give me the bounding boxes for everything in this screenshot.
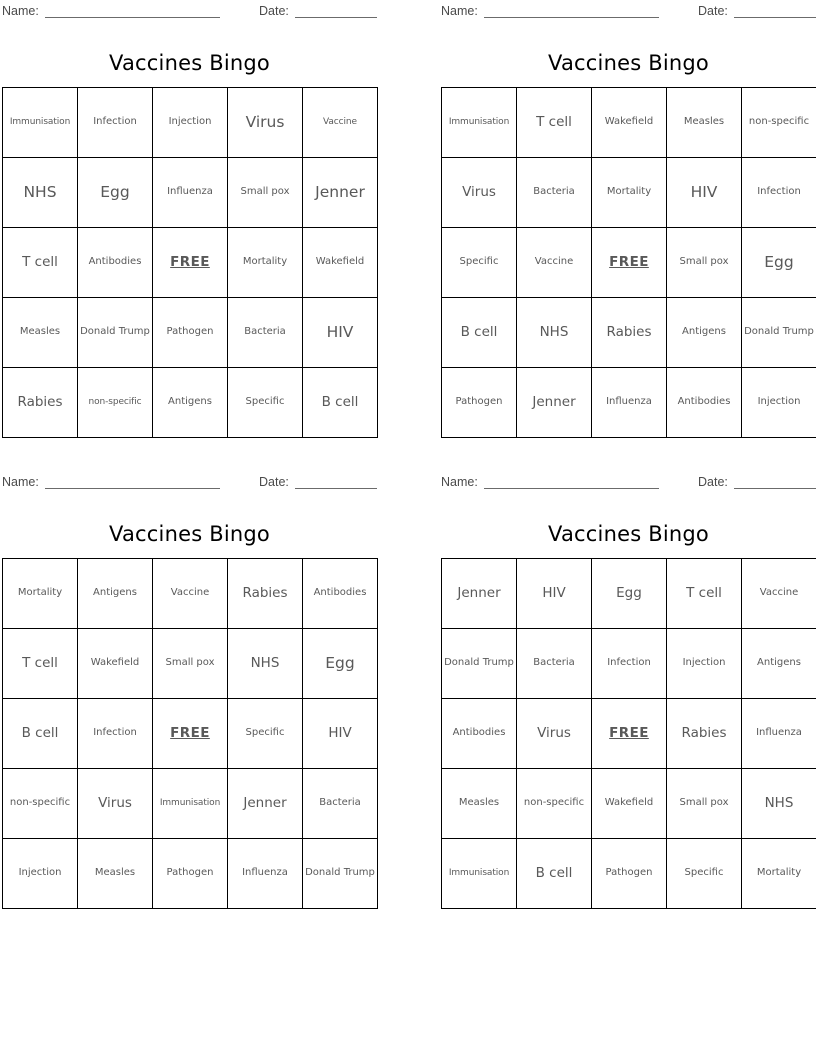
name-write-in-line[interactable] xyxy=(484,17,659,18)
bingo-row xyxy=(3,559,378,629)
bingo-cell[interactable]: T cell xyxy=(3,228,78,298)
bingo-row xyxy=(3,699,378,769)
bingo-cell[interactable]: Vaccine xyxy=(517,228,592,298)
bingo-cell[interactable]: Measles xyxy=(667,88,742,158)
name-date-header xyxy=(441,0,816,24)
bingo-cell[interactable]: Jenner xyxy=(442,559,517,629)
card-title: Vaccines Bingo xyxy=(109,522,270,546)
date-label: Date: xyxy=(259,475,289,489)
bingo-cell[interactable]: Egg xyxy=(78,158,153,228)
bingo-cell[interactable]: Injection xyxy=(667,629,742,699)
bingo-row xyxy=(3,629,378,699)
bingo-row xyxy=(3,769,378,839)
bingo-cell[interactable]: Wakefield xyxy=(592,769,667,839)
bingo-cell[interactable]: Mortality xyxy=(228,228,303,298)
bingo-cell[interactable]: Small pox xyxy=(667,228,742,298)
bingo-grid xyxy=(441,558,816,909)
bingo-row xyxy=(3,158,378,228)
bingo-cell[interactable]: Specific xyxy=(442,228,517,298)
bingo-cell[interactable]: Donald Trump xyxy=(742,298,816,368)
bingo-cell[interactable]: NHS xyxy=(517,298,592,368)
card-title: Vaccines Bingo xyxy=(548,522,709,546)
bingo-row xyxy=(3,368,378,438)
name-date-header xyxy=(441,471,816,495)
bingo-cell[interactable]: Jenner xyxy=(517,368,592,438)
free-space-cell[interactable]: FREE xyxy=(153,228,228,298)
bingo-cell[interactable]: Vaccine xyxy=(153,559,228,629)
bingo-row xyxy=(442,158,816,228)
bingo-cell[interactable]: NHS xyxy=(228,629,303,699)
bingo-cell[interactable]: Mortality xyxy=(3,559,78,629)
bingo-cell[interactable]: non-specific xyxy=(742,88,816,158)
bingo-cell[interactable]: Influenza xyxy=(153,158,228,228)
bingo-cell[interactable]: B cell xyxy=(442,298,517,368)
bingo-card xyxy=(2,471,377,909)
bingo-cell[interactable]: Mortality xyxy=(742,839,816,909)
bingo-cell[interactable]: Wakefield xyxy=(592,88,667,158)
bingo-cell[interactable]: Infection xyxy=(78,88,153,158)
bingo-cell[interactable]: Injection xyxy=(153,88,228,158)
bingo-cell[interactable]: Pathogen xyxy=(442,368,517,438)
name-write-in-line[interactable] xyxy=(45,488,220,489)
name-date-header xyxy=(2,471,377,495)
name-date-header xyxy=(2,0,377,24)
bingo-cell[interactable]: Rabies xyxy=(667,699,742,769)
bingo-row xyxy=(3,88,378,158)
bingo-cell[interactable]: Rabies xyxy=(3,368,78,438)
bingo-cell[interactable]: non-specific xyxy=(78,368,153,438)
bingo-cell[interactable]: Antibodies xyxy=(303,559,378,629)
bingo-cell[interactable]: Virus xyxy=(228,88,303,158)
bingo-row xyxy=(442,559,816,629)
bingo-cell[interactable]: Injection xyxy=(742,368,816,438)
bingo-cell[interactable]: HIV xyxy=(303,298,378,368)
bingo-cell[interactable]: Immunisation xyxy=(3,88,78,158)
bingo-card xyxy=(441,471,816,909)
bingo-cell[interactable]: Virus xyxy=(442,158,517,228)
bingo-row xyxy=(442,629,816,699)
bingo-cell[interactable]: Donald Trump xyxy=(303,839,378,909)
free-space-cell[interactable]: FREE xyxy=(592,228,667,298)
bingo-cell[interactable]: non-specific xyxy=(3,769,78,839)
bingo-row xyxy=(442,839,816,909)
bingo-cell[interactable]: Bacteria xyxy=(228,298,303,368)
bingo-row xyxy=(442,228,816,298)
bingo-cell[interactable]: Small pox xyxy=(667,769,742,839)
bingo-cell[interactable]: Immunisation xyxy=(442,839,517,909)
bingo-cell[interactable]: Rabies xyxy=(228,559,303,629)
bingo-row xyxy=(442,368,816,438)
bingo-cell[interactable]: Mortality xyxy=(592,158,667,228)
bingo-grid xyxy=(2,558,378,909)
bingo-cell[interactable]: Antibodies xyxy=(78,228,153,298)
bingo-cell[interactable]: HIV xyxy=(517,559,592,629)
bingo-cell[interactable]: Specific xyxy=(228,699,303,769)
bingo-cell[interactable]: NHS xyxy=(742,769,816,839)
bingo-cell[interactable]: Specific xyxy=(667,839,742,909)
bingo-cell[interactable]: Jenner xyxy=(228,769,303,839)
card-title: Vaccines Bingo xyxy=(548,51,709,75)
bingo-cell[interactable]: B cell xyxy=(517,839,592,909)
name-write-in-line[interactable] xyxy=(45,17,220,18)
bingo-grid xyxy=(441,87,816,438)
bingo-cell[interactable]: Bacteria xyxy=(517,629,592,699)
name-write-in-line[interactable] xyxy=(484,488,659,489)
name-label: Name: xyxy=(441,475,478,489)
date-write-in-line[interactable] xyxy=(734,17,816,18)
bingo-row xyxy=(442,298,816,368)
bingo-row xyxy=(442,769,816,839)
bingo-cell[interactable]: Influenza xyxy=(592,368,667,438)
bingo-cell[interactable]: Measles xyxy=(78,839,153,909)
bingo-cell[interactable]: Antigens xyxy=(742,629,816,699)
name-label: Name: xyxy=(2,475,39,489)
bingo-cell[interactable]: Antibodies xyxy=(667,368,742,438)
bingo-cell[interactable]: T cell xyxy=(667,559,742,629)
bingo-cell[interactable]: Antigens xyxy=(78,559,153,629)
bingo-cell[interactable]: Infection xyxy=(592,629,667,699)
bingo-cell[interactable]: Antigens xyxy=(153,368,228,438)
bingo-cell[interactable]: HIV xyxy=(303,699,378,769)
bingo-row xyxy=(442,88,816,158)
bingo-cell[interactable]: Antigens xyxy=(667,298,742,368)
bingo-grid xyxy=(2,87,378,438)
bingo-cell[interactable]: Bacteria xyxy=(303,769,378,839)
date-write-in-line[interactable] xyxy=(295,488,377,489)
bingo-cell[interactable]: Influenza xyxy=(742,699,816,769)
card-title: Vaccines Bingo xyxy=(109,51,270,75)
bingo-cell[interactable]: Vaccine xyxy=(742,559,816,629)
bingo-cell[interactable]: Measles xyxy=(3,298,78,368)
free-space-cell[interactable]: FREE xyxy=(153,699,228,769)
bingo-cell[interactable]: B cell xyxy=(303,368,378,438)
bingo-cell[interactable]: HIV xyxy=(667,158,742,228)
date-write-in-line[interactable] xyxy=(295,17,377,18)
bingo-cell[interactable]: Measles xyxy=(442,769,517,839)
bingo-row xyxy=(3,839,378,909)
bingo-cell[interactable]: Infection xyxy=(78,699,153,769)
free-space-cell[interactable]: FREE xyxy=(592,699,667,769)
bingo-cell[interactable]: Virus xyxy=(78,769,153,839)
bingo-cell[interactable]: Pathogen xyxy=(592,839,667,909)
bingo-cell[interactable]: non-specific xyxy=(517,769,592,839)
bingo-cell[interactable]: Vaccine xyxy=(303,88,378,158)
bingo-cell[interactable]: Egg xyxy=(592,559,667,629)
bingo-cell[interactable]: Virus xyxy=(517,699,592,769)
name-label: Name: xyxy=(2,4,39,18)
bingo-cell[interactable]: T cell xyxy=(517,88,592,158)
bingo-cell[interactable]: Pathogen xyxy=(153,839,228,909)
bingo-cell[interactable]: Injection xyxy=(3,839,78,909)
bingo-cell[interactable]: Bacteria xyxy=(517,158,592,228)
bingo-cell[interactable]: NHS xyxy=(3,158,78,228)
bingo-cell[interactable]: Donald Trump xyxy=(442,629,517,699)
bingo-cell[interactable]: Jenner xyxy=(303,158,378,228)
bingo-cell[interactable]: Antibodies xyxy=(442,699,517,769)
bingo-cell[interactable]: Egg xyxy=(742,228,816,298)
bingo-cell[interactable]: T cell xyxy=(3,629,78,699)
bingo-cell[interactable]: Egg xyxy=(303,629,378,699)
bingo-cell[interactable]: Small pox xyxy=(153,629,228,699)
bingo-cell[interactable]: Rabies xyxy=(592,298,667,368)
bingo-cell[interactable]: Immunisation xyxy=(442,88,517,158)
bingo-cell[interactable]: Influenza xyxy=(228,839,303,909)
date-write-in-line[interactable] xyxy=(734,488,816,489)
bingo-cell[interactable]: Immunisation xyxy=(153,769,228,839)
date-label: Date: xyxy=(259,4,289,18)
bingo-row xyxy=(3,298,378,368)
bingo-cell[interactable]: Wakefield xyxy=(303,228,378,298)
date-label: Date: xyxy=(698,4,728,18)
bingo-cell[interactable]: Donald Trump xyxy=(78,298,153,368)
bingo-cell[interactable]: Pathogen xyxy=(153,298,228,368)
date-label: Date: xyxy=(698,475,728,489)
bingo-row xyxy=(442,699,816,769)
bingo-cell[interactable]: Wakefield xyxy=(78,629,153,699)
bingo-card xyxy=(2,0,377,438)
bingo-cell[interactable]: Specific xyxy=(228,368,303,438)
bingo-cell[interactable]: Infection xyxy=(742,158,816,228)
name-label: Name: xyxy=(441,4,478,18)
bingo-cell[interactable]: Small pox xyxy=(228,158,303,228)
bingo-card xyxy=(441,0,816,438)
bingo-row xyxy=(3,228,378,298)
bingo-cell[interactable]: B cell xyxy=(3,699,78,769)
